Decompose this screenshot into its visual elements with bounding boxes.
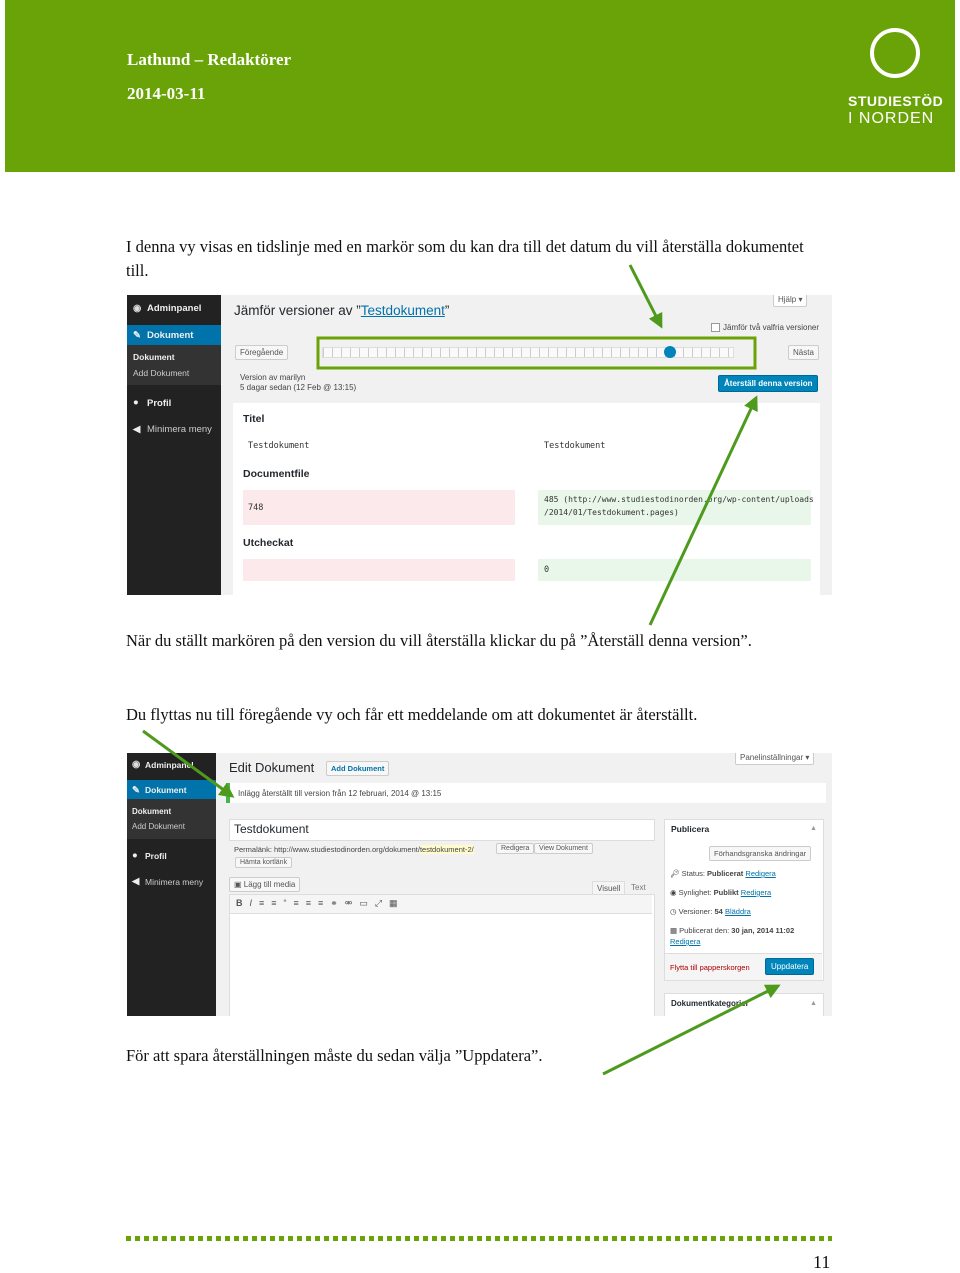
timeline-highlight-box [318, 338, 755, 368]
visibility-label: Synlighet: [678, 888, 714, 897]
collapse-icon: ◀ [132, 876, 140, 887]
arrow-to-update-button [603, 986, 778, 1074]
versions-browse-link[interactable]: Bläddra [724, 907, 751, 916]
tab-text[interactable]: Text [631, 883, 646, 892]
version-time: 5 dagar sedan (12 Feb @ 13:15) [240, 383, 357, 392]
user-icon: ● [132, 850, 138, 861]
panel-settings-button[interactable]: Panelinställningar ▾ [735, 753, 814, 765]
visibility-value: Publikt [713, 888, 739, 897]
edit-permalink-button[interactable]: Redigera [496, 843, 534, 854]
status-label: Status: [681, 869, 708, 878]
doc-old-value: 748 [248, 503, 264, 513]
permalink-label: Permalänk: http://www.studiestodinorden.org/dokument/ [234, 845, 420, 854]
utcheckat-new-value: 0 [544, 565, 550, 575]
dashboard-icon: ◉ [132, 759, 141, 770]
titel-new-value: Testdokument [544, 441, 606, 451]
published-value: 30 jan, 2014 11:02 [731, 926, 795, 935]
help-button[interactable]: Hjälp ▾ [773, 295, 807, 307]
sidebar-item-adminpanel[interactable]: Adminpanel [145, 760, 194, 770]
field-label-utcheckat: Utcheckat [243, 537, 294, 549]
previous-button[interactable]: Föregående [235, 345, 288, 360]
add-media-label: Lägg till media [243, 880, 296, 889]
logo-text-line1: STUDIESTÖD [848, 93, 944, 109]
compare-title-prefix: Jämför versioner av ” [234, 303, 361, 318]
collapse-icon: ◀ [133, 424, 141, 435]
dashboard-icon: ◉ [133, 303, 142, 314]
sidebar-item-profil[interactable]: Profil [147, 398, 172, 409]
key-icon: 🔑︎ [670, 869, 682, 878]
collapse-arrow-icon[interactable]: ▲ [810, 1000, 817, 1007]
history-icon: ◷ [670, 907, 679, 916]
status-edit-link[interactable]: Redigera [745, 869, 776, 878]
versions-label: Versioner: [678, 907, 715, 916]
page-number: 11 [813, 1252, 831, 1272]
arrow-to-restore-button [650, 398, 756, 625]
restored-notice-text: Inlägg återställt till version från 12 februari, 2014 @ 13:15 [238, 789, 442, 798]
collapse-arrow-icon[interactable]: ▲ [810, 825, 817, 832]
titel-old-value: Testdokument [248, 441, 310, 451]
paragraph-restore-instruction: När du ställt markören på den version du vill återställa klickar du på ”Återställ denna version”. [126, 631, 752, 650]
publish-heading: Publicera [671, 824, 710, 834]
pin-icon: ✎ [133, 330, 141, 341]
categories-heading: Dokumentkategorier [671, 999, 749, 1008]
calendar-icon: ▦ [670, 926, 680, 935]
pin-icon: ✎ [132, 785, 140, 796]
sidebar-item-minimera[interactable]: Minimera meny [147, 424, 212, 435]
permalink-slug[interactable]: testdokument-2/ [419, 845, 474, 854]
tab-visual[interactable]: Visuell [592, 881, 625, 896]
compare-two-label: Jämför två valfria versioner [723, 323, 820, 332]
visibility-edit-link[interactable]: Redigera [740, 888, 772, 897]
editor-toolbar-icons[interactable]: BI≡≡“≡≡≡⚭⚮▭⤢▦ [236, 898, 405, 908]
user-icon: ● [133, 397, 139, 408]
footer-divider [126, 1236, 832, 1241]
next-button[interactable]: Nästa [788, 345, 819, 360]
published-edit-link[interactable]: Redigera [670, 937, 701, 946]
restore-version-button[interactable]: Återställ denna version [718, 375, 818, 392]
versions-value: 54 [714, 907, 723, 916]
document-title: Lathund – Redaktörer [127, 50, 292, 69]
document-date: 2014-03-11 [127, 84, 206, 103]
published-label: Publicerat den: [679, 926, 732, 935]
doc-new-line1: 485 (http://www.studiestodinorden.org/wp-content/uploads [544, 495, 814, 504]
update-button[interactable]: Uppdatera [765, 958, 814, 975]
submenu-dokument[interactable]: Dokument [133, 352, 175, 362]
get-shortlink-button[interactable]: Hämta kortlänk [235, 857, 292, 868]
field-label-titel: Titel [243, 413, 265, 425]
view-dokument-button[interactable]: View Dokument [534, 843, 593, 854]
sidebar-item-adminpanel[interactable]: Adminpanel [147, 303, 202, 314]
sidebar-item-dokument[interactable]: Dokument [145, 785, 187, 795]
paragraph-save-instruction: För att spara återställningen måste du sedan välja ”Uppdatera”. [126, 1046, 543, 1065]
media-icon: ▣ [234, 880, 244, 889]
add-dokument-button[interactable]: Add Dokument [326, 761, 389, 776]
title-input-value: Testdokument [234, 822, 309, 836]
submenu-dokument[interactable]: Dokument [132, 807, 172, 816]
arrow-to-timeline [630, 265, 661, 326]
arrow-to-notice [143, 731, 232, 796]
sidebar-item-profil[interactable]: Profil [145, 851, 167, 861]
edit-page-title: Edit Dokument [229, 760, 315, 775]
preview-changes-button[interactable]: Förhandsgranska ändringar [709, 846, 811, 861]
paragraph-restored-notice: Du flyttas nu till föregående vy och får ett meddelande om att dokumentet är återställt. [126, 705, 698, 724]
compare-title-suffix: ” [444, 303, 450, 318]
status-value: Publicerat [707, 869, 744, 878]
eye-icon: ◉ [670, 888, 679, 897]
sidebar-item-dokument[interactable]: Dokument [147, 330, 194, 341]
logo-text-line2: I NORDEN [848, 110, 935, 127]
version-author: Version av marilyn [240, 373, 306, 382]
doc-new-line2: /2014/01/Testdokument.pages) [544, 508, 679, 517]
compare-title-link[interactable]: Testdokument [360, 303, 445, 318]
submenu-add-dokument[interactable]: Add Dokument [132, 822, 185, 831]
submenu-add-dokument[interactable]: Add Dokument [133, 368, 190, 378]
sidebar-item-minimera[interactable]: Minimera meny [145, 877, 204, 887]
paragraph-intro: I denna vy visas en tidslinje med en markör som du kan dra till det datum du vill återställa dokumentet till. [126, 237, 804, 280]
field-label-documentfile: Documentfile [243, 468, 310, 480]
trash-link[interactable]: Flytta till papperskorgen [670, 963, 750, 972]
